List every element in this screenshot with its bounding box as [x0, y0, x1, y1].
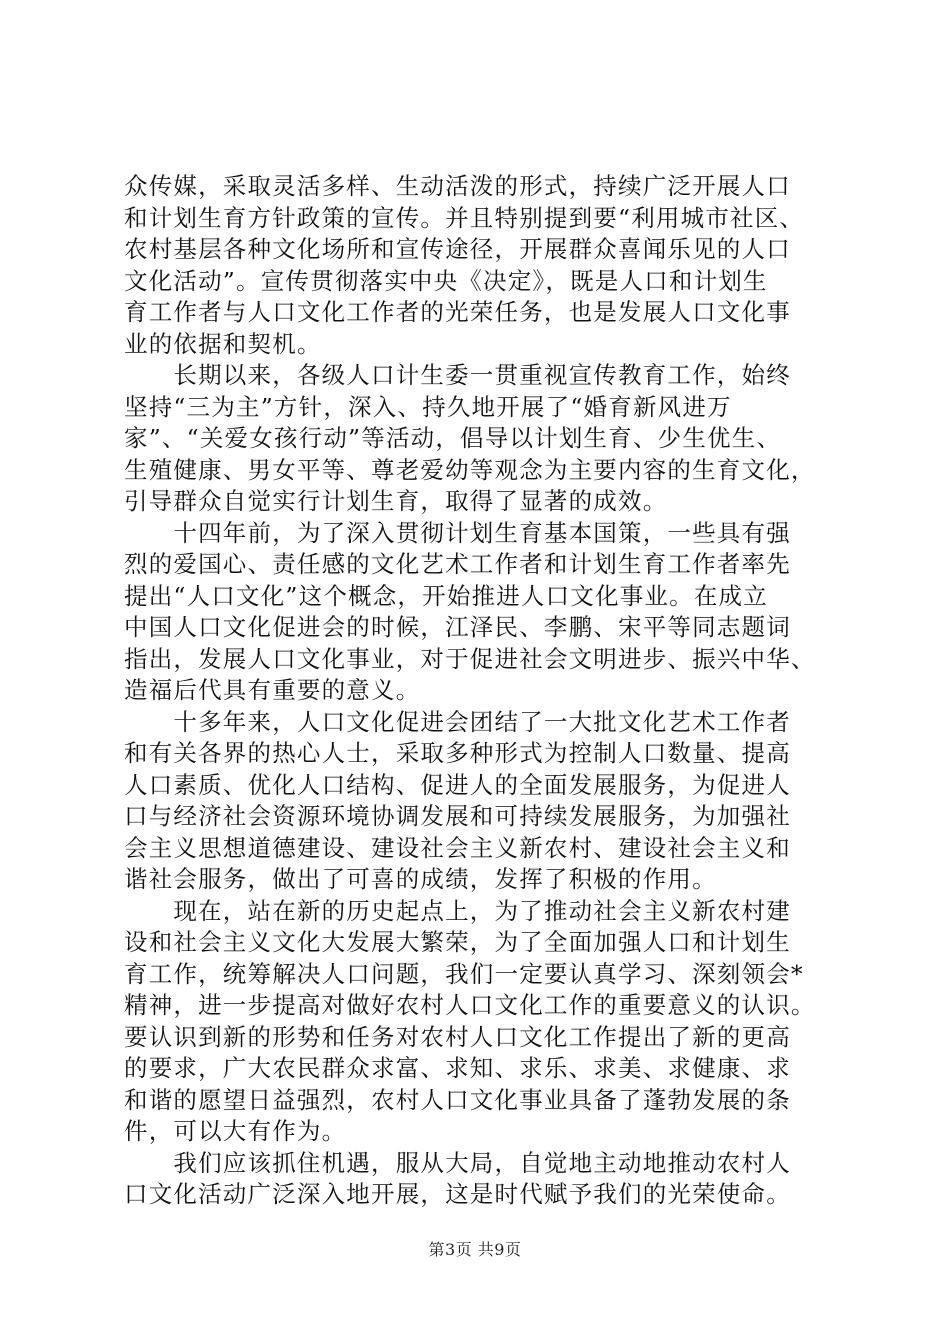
paragraph: 长期以来，各级人口计生委一贯重视宣传教育工作，始终 坚持“三为主”方针，深入、持久地开展了“婚育新风进万 家”、“关爱女孩行动”等活动，倡导以计划生育、少生优生、 生殖健康、男女平等、尊老爱幼等观念为主要内容的生育文化， 引导群众自觉实行计划生育，取得了显著的成效。: [124, 361, 816, 515]
paragraph: 现在，站在新的历史起点上，为了推动社会主义新农村建 设和社会主义文化大发展大繁荣，为了全面加强人口和计划生 育工作，统筹解决人口问题，我们一定要认真学习、深刻领会* 精神，进一步提高对做好农村人口文化工作的重要意义的认识。 要认识到新的形势和任务对农村人口文化工作提出了新的更高 的要求，广大农民群众求富、求知、求乐、求美、求健康、求 和谐的愿望日益强烈，农村人口文化事业具备了蓬勃发展的条 件，可以大有作为。: [124, 896, 816, 1145]
paragraph: 我们应该抓住机遇，服从大局，自觉地主动地推动农村人 口文化活动广泛深入地开展，这是时代赋予我们的光荣使命。: [124, 1148, 791, 1208]
paragraph: 十多年来，人口文化促进会团结了一大批文化艺术工作者 和有关各界的热心人士，采取多种形式为控制人口数量、提高 人口素质、优化人口结构、促进人的全面发展服务，为促进人 口与经济社会资源环境协调发展和可持续发展服务，为加强社 会主义思想道德建设、建设社会主义新农村、建设社会主义和 谐社会服务，做出了可喜的成绩，发挥了积极的作用。: [124, 707, 791, 893]
paragraph: 十四年前，为了深入贯彻计划生育基本国策，一些具有强 烈的爱国心、责任感的文化艺术工作者和计划生育工作者率先 提出“人口文化”这个概念，开始推进人口文化事业。在成立 中国人口文化促进会的时候，江泽民、李鹏、宋平等同志题词 指出，发展人口文化事业，对于促进社会文明进步、振兴中华、 造福后代具有重要的意义。: [124, 518, 816, 704]
document-body: [124, 171, 831, 1211]
paragraph: 众传媒，采取灵活多样、生动活泼的形式，持续广泛开展人口 和计划生育方针政策的宣传。并且特别提到要“利用城市社区、 农村基层各种文化场所和宣传途径，开展群众喜闻乐见的人口 文化活动”。宣传贯彻落实中央《决定》，既是人口和计划生 育工作者与人口文化工作者的光荣任务，也是发展人口文化事 业的依据和契机。: [124, 172, 805, 358]
page-number-footer: 第3页 共9页: [428, 1240, 522, 1259]
